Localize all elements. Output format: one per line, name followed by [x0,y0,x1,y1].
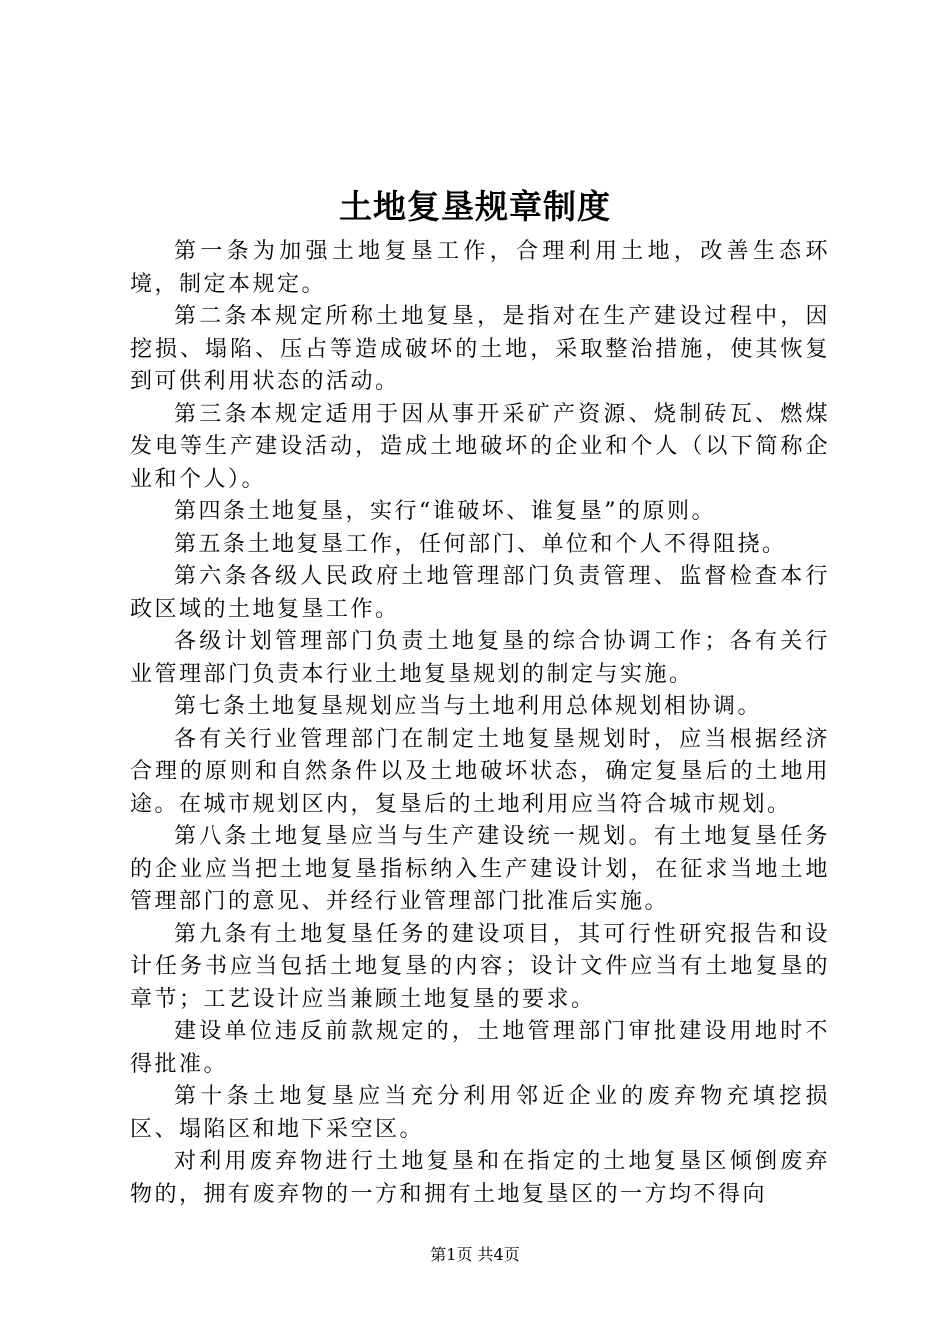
paragraph-6: 第六条各级人民政府土地管理部门负责管理、监督检查本行政区域的土地复垦工作。 [130,564,830,622]
document-body [130,236,830,1211]
paragraph-1: 第一条为加强土地复垦工作，合理利用土地，改善生态环境，制定本规定。 [130,239,830,297]
paragraph-3: 第三条本规定适用于因从事开采矿产资源、烧制砖瓦、燃煤发电等生产建设活动，造成土地破坏的企业和个人（以下简称企业和个人）。 [130,401,830,492]
paragraph-14: 对利用废弃物进行土地复垦和在指定的土地复垦区倾倒废弃物的，拥有废弃物的一方和拥有土地复垦区的一方均不得向 [130,1149,830,1207]
paragraph-9: 各有关行业管理部门在制定土地复垦规划时，应当根据经济合理的原则和自然条件以及土地破坏状态，确定复垦后的土地用途。在城市规划区内，复垦后的土地利用应当符合城市规划。 [130,726,830,817]
document-title: 土地复垦规章制度 [339,187,611,226]
paragraph-2: 第二条本规定所称土地复垦，是指对在生产建设过程中，因挖损、塌陷、压占等造成破坏的土地，采取整治措施，使其恢复到可供利用状态的活动。 [130,304,830,394]
paragraph-12: 建设单位违反前款规定的，土地管理部门审批建设用地时不得批准。 [130,1019,830,1077]
paragraph-4: 第四条土地复垦，实行“谁破坏、谁复垦”的原则。 [174,499,716,524]
paragraph-11: 第九条有土地复垦任务的建设项目，其可行性研究报告和设计任务书应当包括土地复垦的内容；设计文件应当有土地复垦的章节；工艺设计应当兼顾土地复垦的要求。 [130,921,830,1012]
paragraph-5: 第五条土地复垦工作，任何部门、单位和个人不得阻挠。 [174,531,787,557]
paragraph-7: 各级计划管理部门负责土地复垦的综合协调工作；各有关行业管理部门负责本行业土地复垦规划的制定与实施。 [130,629,830,687]
page-indicator: 第1页 共4页 [430,1245,520,1264]
paragraph-8: 第七条土地复垦规划应当与土地利用总体规划相协调。 [174,694,763,719]
paragraph-13: 第十条土地复垦应当充分利用邻近企业的废弃物充填挖损区、塌陷区和地下采空区。 [130,1084,830,1142]
paragraph-10: 第八条土地复垦应当与生产建设统一规划。有土地复垦任务的企业应当把土地复垦指标纳入生产建设计划，在征求当地土地管理部门的意见、并经行业管理部门批准后实施。 [130,824,830,914]
page-footer [0,1244,950,1266]
